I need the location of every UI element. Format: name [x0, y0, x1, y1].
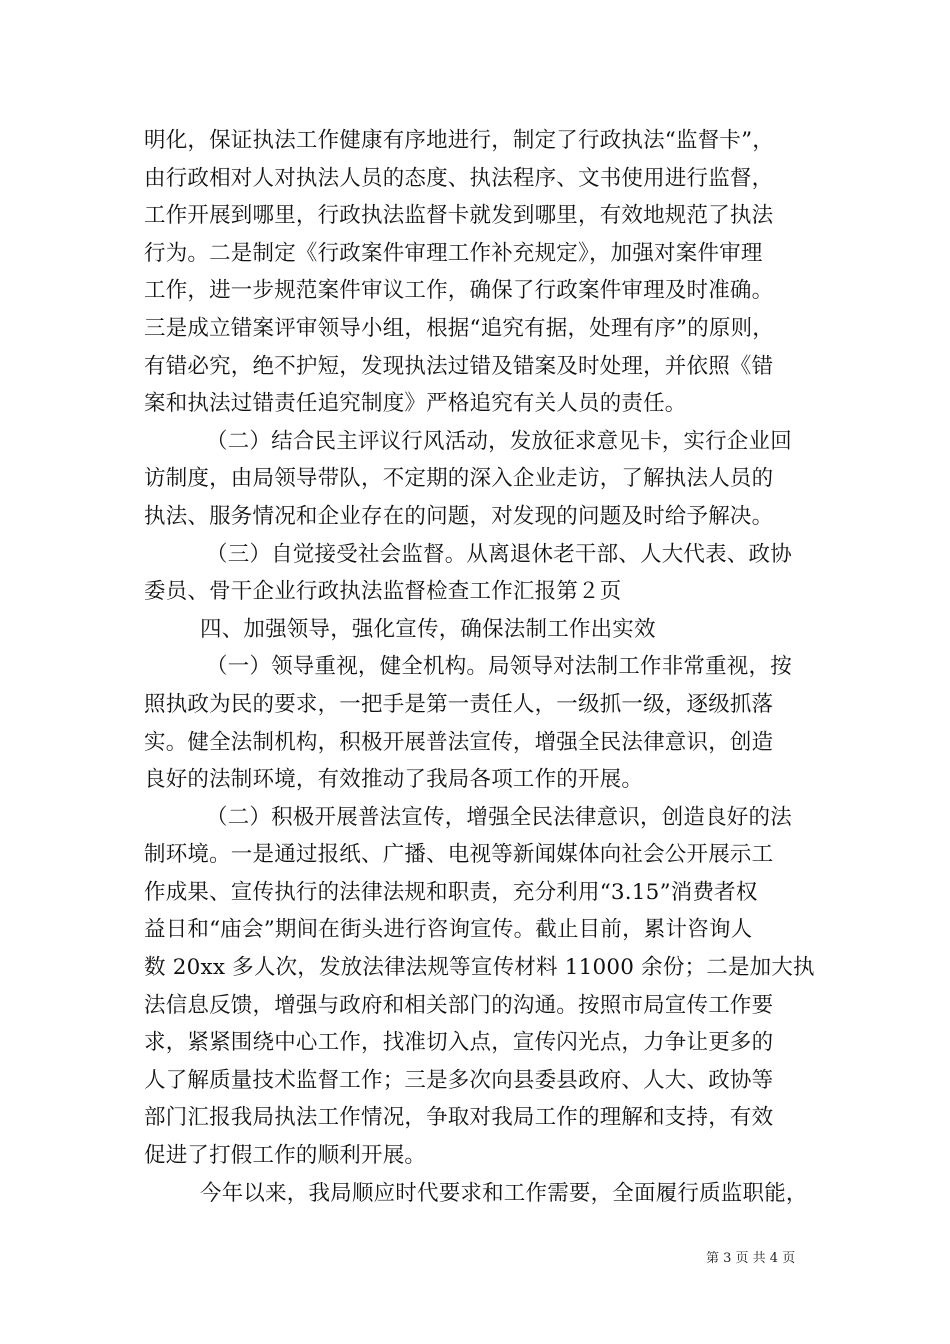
- text-line: 益日和“庙会”期间在街头进行咨询宣传。截止目前，累计咨询人: [144, 917, 753, 943]
- text-line: 实。健全法制机构，积极开展普法宣传，增强全民法律意识，创造: [144, 729, 774, 755]
- text-line: 作成果、宣传执行的法律法规和职责，充分利用“3.15”消费者权: [144, 879, 758, 905]
- text-line: 案和执法过错责任追究制度》严格追究有关人员的责任。: [144, 391, 687, 417]
- text-line: 工作开展到哪里，行政执法监督卡就发到哪里，有效地规范了执法: [144, 203, 774, 229]
- paragraph-start-line: 今年以来，我局顺应时代要求和工作需要，全面履行质监职能，: [200, 1180, 808, 1206]
- text-line: 行为。二是制定《行政案件审理工作补充规定》，加强对案件审理: [144, 240, 763, 266]
- paragraph-start-line: （二）积极开展普法宣传，增强全民法律意识，创造良好的法: [206, 804, 792, 830]
- text-line: 有错必究，绝不护短，发现执法过错及错案及时处理，并依照《错: [144, 353, 774, 379]
- text-line: 访制度，由局领导带队，不定期的深入企业走访，了解执法人员的: [144, 466, 774, 492]
- section-heading: 四、加强领导，强化宣传，确保法制工作出实效: [200, 616, 656, 642]
- text-line: 部门汇报我局执法工作情况，争取对我局工作的理解和支持，有效: [144, 1105, 774, 1131]
- text-line: 促进了打假工作的顺利开展。: [144, 1143, 427, 1169]
- document-body: [144, 122, 826, 1212]
- text-line: 良好的法制环境，有效推动了我局各项工作的开展。: [144, 767, 644, 793]
- text-line: 由行政相对人对执法人员的态度、执法程序、文书使用进行监督，: [144, 165, 774, 191]
- text-line: 明化，保证执法工作健康有序地进行，制定了行政执法“监督卡”，: [144, 128, 774, 153]
- text-line: 法信息反馈，增强与政府和相关部门的沟通。按照市局宣传工作要: [144, 992, 774, 1018]
- text-line: 数 20xx 多人次，发放法律法规等宣传材料 11000 余份；二是加大执: [144, 955, 815, 981]
- text-line: 求，紧紧围绕中心工作，找准切入点，宣传闪光点，力争让更多的: [144, 1030, 774, 1056]
- text-line: 工作，进一步规范案件审议工作，确保了行政案件审理及时准确。: [144, 278, 774, 304]
- page-number: 第 3 页 共 4 页: [706, 1251, 796, 1266]
- text-line: 三是成立错案评审领导小组，根据“追究有据，处理有序”的原则，: [144, 315, 774, 341]
- text-line: 制环境。一是通过报纸、广播、电视等新闻媒体向社会公开展示工: [144, 842, 774, 868]
- text-line: 委员、骨干企业行政执法监督检查工作汇报第２页: [144, 579, 622, 605]
- paragraph-start-line: （三）自觉接受社会监督。从离退休老干部、人大代表、政协: [206, 541, 792, 567]
- text-line: 人了解质量技术监督工作；三是多次向县委县政府、人大、政协等: [144, 1067, 774, 1093]
- text-line: 执法、服务情况和企业存在的问题，对发现的问题及时给予解决。: [144, 503, 774, 529]
- paragraph-start-line: （二）结合民主评议行风活动，发放征求意见卡，实行企业回: [206, 428, 792, 454]
- paragraph-start-line: （一）领导重视，健全机构。局领导对法制工作非常重视，按: [206, 654, 792, 680]
- text-line: 照执政为民的要求，一把手是第一责任人，一级抓一级，逐级抓落: [144, 691, 774, 717]
